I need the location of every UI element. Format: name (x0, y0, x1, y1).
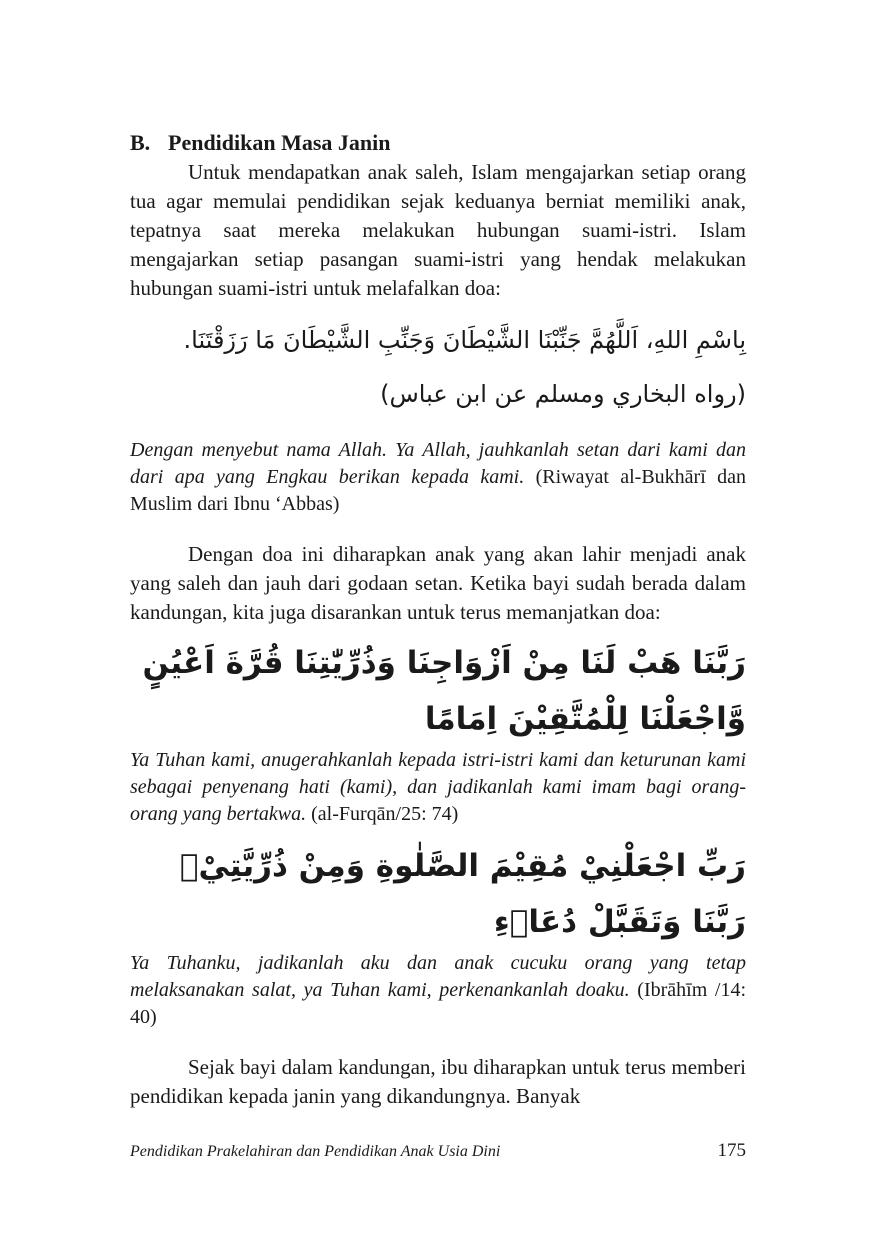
translation-source: (al-Furqān/25: 74) (311, 803, 459, 825)
section-title: Pendidikan Masa Janin (168, 130, 391, 155)
arabic-doa-bismillah: بِاسْمِ اللهِ، اَللَّهُمَّ جَنِّبْنَا الشَّيْطَانَ وَجَنِّبِ الشَّيْطَانَ مَا رَزَقْتَنَا. (رواه البخاري ومسلم عن ابن عباس) (183, 326, 746, 408)
translation-source: (Riwayat al-Bukhārī dan Muslim dari Ibnu ‘Abbas) (130, 466, 746, 515)
section-heading (130, 128, 746, 158)
translation-text: Dengan menyebut nama Allah. Ya Allah, jauhkanlah setan dari kami dan dari apa yang Engkau berikan kepada kami. (130, 439, 746, 488)
running-title: Pendidikan Prakelahiran dan Pendidikan Anak Usia Dini (130, 1143, 501, 1160)
paragraph-doa-context: Dengan doa ini diharapkan anak yang akan lahir menjadi anak yang saleh dan jauh dari godaan setan. Ketika bayi sudah berada dalam kandungan, kita juga disarankan untuk terus memanjatkan doa: (130, 542, 746, 624)
translation-ayat-ibrahim (130, 950, 746, 1031)
paragraph-pregnancy-education: Sejak bayi dalam kandungan, ibu diharapkan untuk terus memberi pendidikan kepada janin yang dikandungnya. Banyak (130, 1055, 746, 1108)
paragraph-intro: Untuk mendapatkan anak saleh, Islam mengajarkan setiap orang tua agar memulai pendidikan sejak keduanya berniat memiliki anak, tepatnya saat mereka melakukan hubungan suami-istri. Islam mengajarkan setiap pasangan suami-istri yang hendak melakukan hubungan suami-istri untuk melafalkan doa: (130, 160, 746, 300)
page-content (130, 128, 746, 1111)
translation-doa-bismillah (130, 437, 746, 518)
arabic-ayat-ibrahim: رَبِّ اجْعَلْنِيْ مُقِيْمَ الصَّلٰوةِ وَمِنْ ذُرِّيَّتِيْۖ رَبَّنَا وَتَقَبَّلْ دُعَاۤءِ (179, 848, 746, 940)
translation-source: (Ibrāhīm /14: 40) (130, 979, 747, 1028)
section-number: B. (130, 130, 151, 155)
arabic-ayat-furqan: رَبَّنَا هَبْ لَنَا مِنْ اَزْوَاجِنَا وَذُرِّيّٰتِنَا قُرَّةَ اَعْيُنٍ وَّاجْعَلْنَا لِلْمُتَّقِيْنَ اِمَامًا (142, 645, 746, 737)
page-footer (130, 1140, 746, 1162)
page-number: 175 (717, 1140, 746, 1161)
translation-text: Ya Tuhan kami, anugerahkanlah kepada istri-istri kami dan keturunan kami sebagai penyenang hati (kami), dan jadikanlah kami imam bagi orang-orang yang bertakwa. (130, 749, 746, 825)
translation-ayat-furqan (130, 747, 746, 828)
translation-text: Ya Tuhanku, jadikanlah aku dan anak cucuku orang yang tetap melaksanakan salat, ya Tuhan kami, perkenankanlah doaku. (130, 952, 746, 1001)
